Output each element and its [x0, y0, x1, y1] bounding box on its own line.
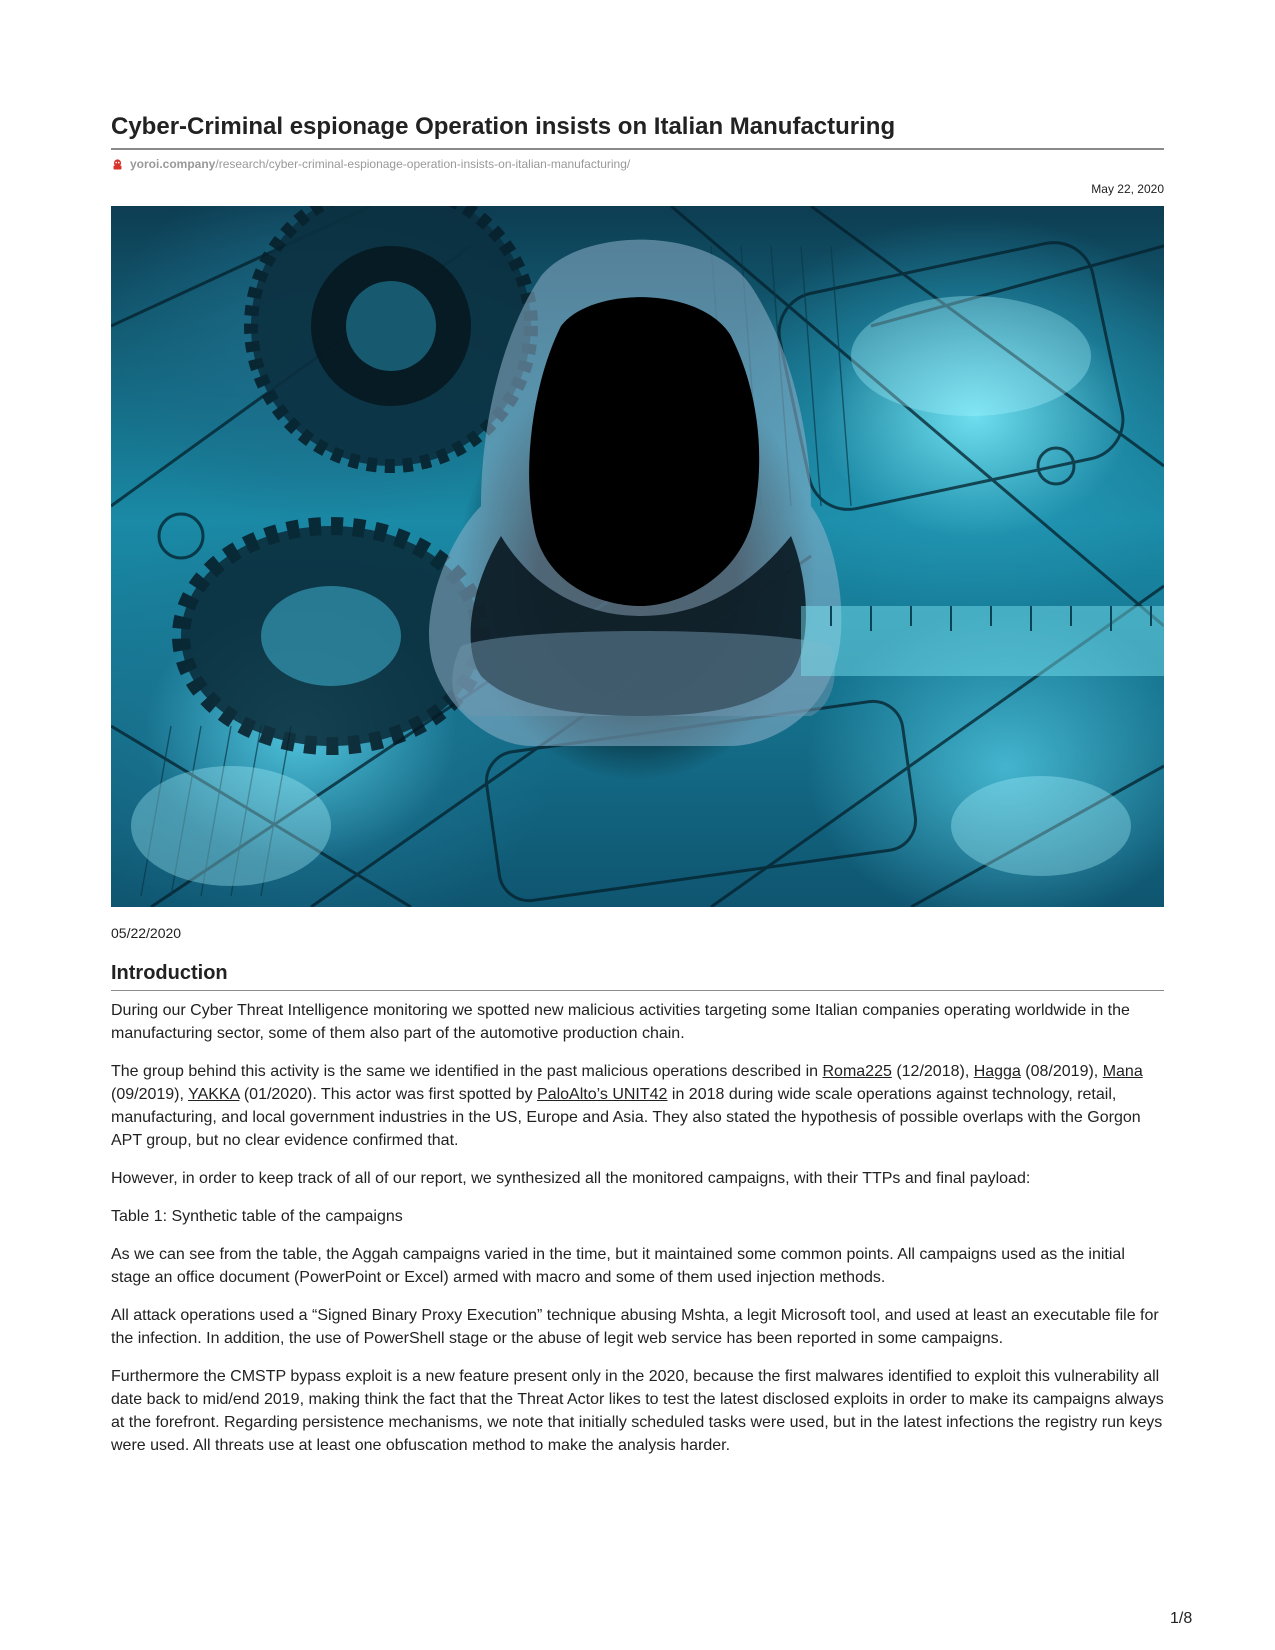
hooded-hacker-blueprint-image [111, 206, 1164, 907]
link-mana[interactable]: Mana [1102, 1063, 1143, 1080]
paragraph-3: However, in order to keep track of all of our report, we synthesized all the monitored campaigns, with their TTPs and final payload: [111, 1170, 1031, 1187]
link-paloalto-unit42[interactable]: PaloAlto’s UNIT42 [537, 1086, 668, 1103]
paragraph-2-text: (08/2019), [1020, 1063, 1103, 1080]
publish-date-long: May 22, 2020 [1091, 182, 1164, 196]
link-hagga[interactable]: Hagga [973, 1063, 1021, 1080]
paragraph-2-text: (12/2018), [891, 1063, 974, 1080]
introduction-heading: Introduction [111, 960, 1164, 991]
page-number: 1/8 [1170, 1610, 1193, 1627]
source-domain: yoroi.company [130, 157, 216, 171]
publish-date-short: 05/22/2020 [111, 925, 182, 941]
hero-image [111, 206, 1164, 907]
yoroi-logo-icon [111, 158, 124, 171]
paragraph-1: During our Cyber Threat Intelligence monitoring we spotted new malicious activities targeting some Italian companies operating worldwide in the manufacturing sector, some of them also part of the automotive production chain. [111, 1002, 1130, 1042]
paragraph-5: As we can see from the table, the Aggah campaigns varied in the time, but it maintained some common points. All campaigns used as the initial stage an office document (PowerPoint or Excel) armed with macro and some of them used injection methods. [111, 1246, 1125, 1286]
paragraph-6: All attack operations used a “Signed Binary Proxy Execution” technique abusing Mshta, a legit Microsoft tool, and used at least an executable file for the infection. In addition, the use of PowerShell stage or the abuse of legit web service has been reported in some campaigns. [111, 1307, 1159, 1347]
paragraph-2-text: (09/2019), [111, 1086, 189, 1103]
paragraph-2-text: The group behind this activity is the same we identified in the past malicious operations described in [111, 1063, 823, 1080]
table-caption: Table 1: Synthetic table of the campaigns [111, 1208, 403, 1225]
article-title: Cyber-Criminal espionage Operation insists on Italian Manufacturing [111, 112, 1164, 150]
source-path: /research/cyber-criminal-espionage-operation-insists-on-italian-manufacturing/ [215, 157, 631, 171]
link-yakka[interactable]: YAKKA [188, 1086, 240, 1103]
paragraph-2-text: (01/2020). This actor was first spotted by [239, 1086, 538, 1103]
source-url[interactable] [130, 156, 630, 172]
ruler-shape [801, 606, 1164, 676]
link-roma225[interactable]: Roma225 [822, 1063, 892, 1080]
paragraph-7: Furthermore the CMSTP bypass exploit is a new feature present only in the 2020, because the first malwares identified to exploit this vulnerability all date back to mid/end 2019, making think the fact that the Threat Actor likes to test the latest disclosed exploits in order to make its campaigns always at the forefront. Regarding persistence mechanisms, we note that initially scheduled tasks were used, but in the latest infections the registry run keys were used. All threats use at least one obfuscation method to make the analysis harder. [111, 1368, 1164, 1454]
source-line [111, 156, 1164, 172]
paragraph-2 [111, 1060, 1164, 1152]
article [111, 112, 1164, 1457]
paragraph-2-text: in 2018 during wide scale operations against technology, retail, manufacturing, and local government industries in the US, Europe and Asia. They also stated the hypothesis of possible overlaps with the Gorgon APT group, but no clear evidence confirmed that. [111, 1086, 1141, 1149]
